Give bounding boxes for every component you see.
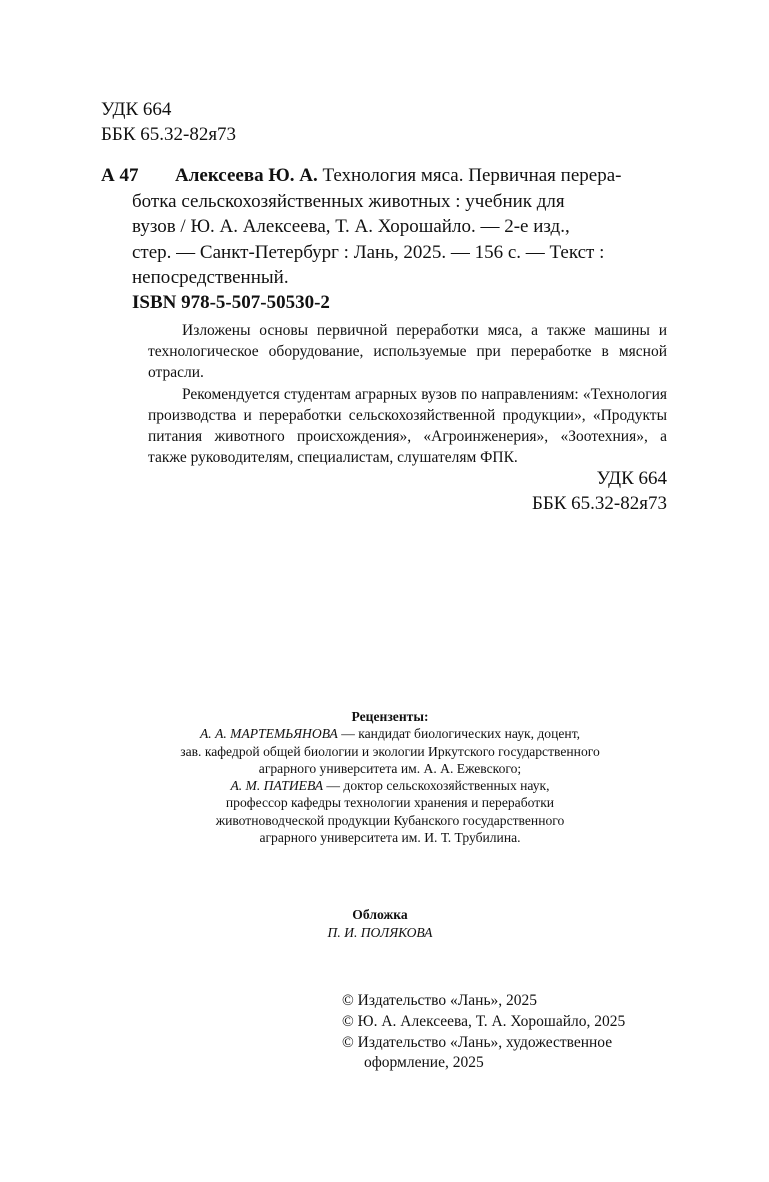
abstract-paragraph-2: Рекомендуется студентам аграрных вузов по направлениям: «Технология производства и переработки сельскохозяйственной продукции», «Продукты питания животного происхождения», «Агроинженерия», «Зоотехния», а также руководителям, специалистам, слушателям ФПК. (148, 385, 667, 467)
reviewer-name: А. М. ПАТИЕВА (230, 778, 324, 794)
copyright-line: © Издательство «Лань», 2025 (342, 992, 538, 1009)
reviewer-name: А. А. МАРТЕМЬЯНОВА (199, 726, 338, 742)
bbk-code: ББК 65.32-82я73 (531, 493, 667, 514)
entry-line: ботка сельскохозяйственных животных : учебник для (132, 190, 565, 212)
udk-code: УДК 664 (596, 468, 667, 489)
author-name: Алексеева Ю. А. (175, 165, 318, 186)
top-classification (101, 97, 236, 147)
udk-code: УДК 664 (101, 99, 172, 120)
cover-title: Обложка (352, 907, 408, 922)
bibliographic-entry (101, 163, 667, 291)
reviewers-block (150, 708, 630, 846)
entry-line: вузов / Ю. А. Алексеева, Т. А. Хорошайло. — 2-е изд., (132, 216, 570, 237)
reviewer-line: зав. кафедрой общей биологии и экологии Иркутского государственного (180, 743, 600, 759)
abstract-paragraph-1: Изложены основы первичной переработки мяса, а также машины и технологическое оборудование, используемые при переработке в мясной отрасли. (148, 322, 667, 382)
bbk-code: ББК 65.32-82я73 (101, 124, 237, 145)
copyright-line: © Издательство «Лань», художественное (342, 1033, 613, 1051)
reviewer-line: аграрного университета им. А. А. Ежевского; (258, 760, 522, 776)
title-line: Технология мяса. Первичная перера- (322, 165, 622, 186)
reviewer-line: аграрного университета им. И. Т. Трубилина. (259, 830, 521, 846)
reviewers-title: Рецензенты: (351, 709, 429, 724)
entry-line: непосредственный. (132, 267, 289, 288)
copyright-block (342, 991, 625, 1074)
bottom-classification (532, 466, 667, 516)
entry-line: стер. — Санкт-Петербург : Лань, 2025. — 156 с. — Текст : (132, 241, 605, 263)
copyright-line: © Ю. А. Алексеева, Т. А. Хорошайло, 2025 (342, 1012, 626, 1030)
isbn: ISBN 978-5-507-50530-2 (132, 292, 330, 313)
abstract (148, 320, 667, 468)
copyright-line: оформление, 2025 (364, 1054, 484, 1072)
reviewer-credentials: — доктор сельскохозяйственных наук, (323, 778, 550, 794)
entry-continuation (101, 189, 667, 291)
author-mark: А 47 (101, 165, 139, 186)
reviewer-credentials: — кандидат биологических наук, доцент, (337, 726, 581, 742)
cover-credit (250, 906, 510, 941)
cover-designer: П. И. ПОЛЯКОВА (327, 924, 433, 940)
reviewer-line: животноводческой продукции Кубанского государственного (215, 812, 565, 828)
reviewer-line: профессор кафедры технологии хранения и переработки (225, 795, 555, 811)
